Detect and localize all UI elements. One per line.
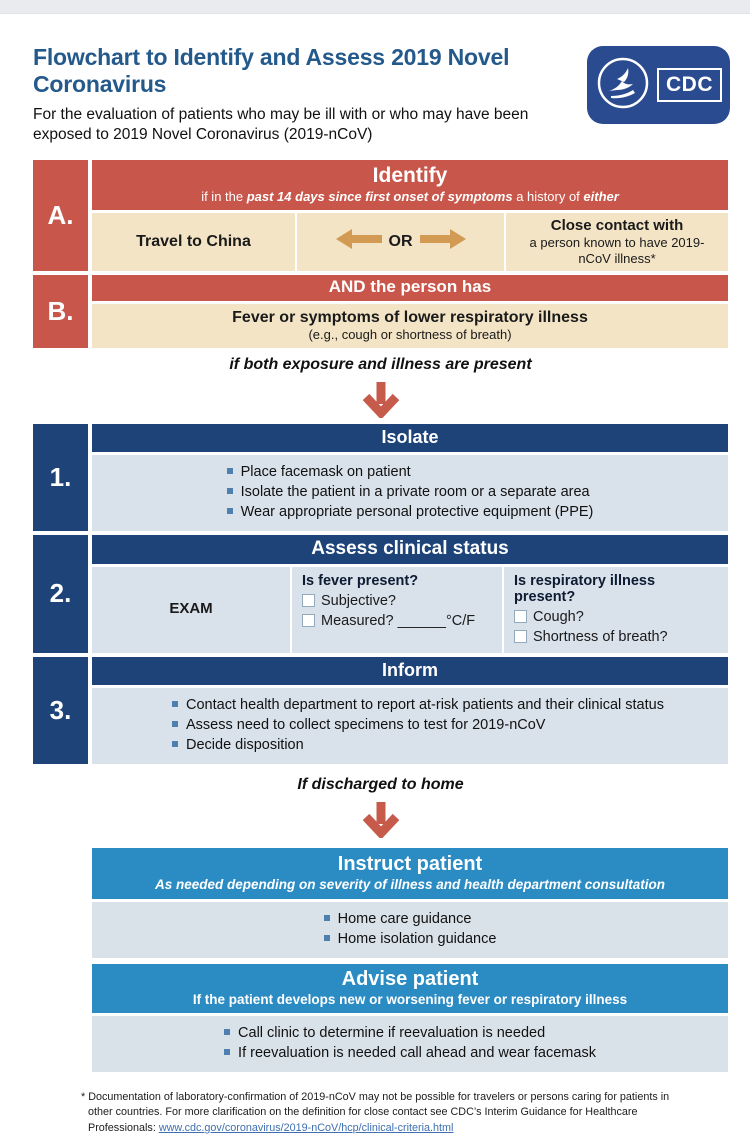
subtitle-bold2: either [583,188,619,204]
right-arrow-icon [420,228,466,255]
section-3 [33,657,728,764]
section-1-title: Isolate [381,426,439,447]
shortness-row [514,629,718,645]
respiratory-column [504,567,728,653]
measured-checkbox[interactable] [302,614,315,627]
footnote-text: * Documentation of laboratory-confirmation of 2019-nCoV may not be possible for travelers or persons caring for patients in other countries. For more clarification on the definition for close contact see CDC’s Interim Guidance for Healthcare Professionals: [81,1090,670,1134]
footnote [81,1090,690,1137]
connector-discharged-text: If discharged to home [297,775,464,793]
section-3-content [92,657,728,764]
list-item: Home isolation guidance [324,929,497,949]
list-item: Home care guidance [324,909,497,929]
connector-discharged [33,776,728,838]
advise-bullet-list [224,1023,596,1063]
instruct-patient-content [92,848,728,958]
cdc-logo-text: CDC [657,68,722,102]
cough-checkbox[interactable] [514,610,527,623]
advise-patient-content [92,964,728,1072]
fever-column [292,567,504,653]
instruct-patient-subtitle: As needed depending on severity of illness and health department consultation [154,876,666,892]
section-b-body [92,304,728,348]
section-3-body [92,688,728,764]
section-b-content [92,275,728,348]
section-a [33,160,728,271]
section-b-title: AND the person has [328,276,492,296]
option-close-contact [506,213,728,271]
list-item: Call clinic to determine if reevaluation is needed [224,1023,596,1043]
instruct-patient-body [92,902,728,958]
advise-patient-section [92,964,728,1072]
section-3-header [92,657,728,688]
fever-item-label: Subjective? [321,592,396,609]
section-2-body [92,567,728,653]
fever-heading: Is fever present? [302,572,419,589]
subtitle-mid: a history of [512,188,584,204]
section-a-subtitle [98,189,722,204]
section-2-content [92,535,728,653]
footnote-link[interactable]: www.cdc.gov/coronavirus/2019-nCoV/hcp/clinical-criteria.html [158,1121,454,1134]
close-contact-rest: a person known to have 2019-nCoV illness* [529,234,705,266]
respiratory-item-label: Shortness of breath? [533,628,668,645]
section-2-header [92,535,728,567]
section-a-title: Identify [372,163,448,187]
section-a-content [92,160,728,271]
cough-row [514,609,718,625]
page-subtitle: For the evaluation of patients who may be ill with or who may have been exposed to 2019 Novel Coronavirus (2019-nCoV) [33,106,529,144]
respiratory-item-label: Cough? [533,608,584,625]
list-item: Decide disposition [172,735,664,755]
hhs-eagle-icon [595,55,651,116]
section-a-label: A. [33,160,88,271]
list-item: If reevaluation is needed call ahead and wear facemask [224,1043,596,1063]
instruct-bullet-list [324,909,497,949]
section-1-header [92,424,728,455]
close-contact-bold: Close contact with [550,216,684,234]
instruct-patient-title: Instruct patient [337,852,483,875]
instruct-patient-section [92,848,728,958]
section-2 [33,535,728,653]
document-header [0,14,750,156]
connector-both-present [33,356,728,418]
down-arrow-icon [359,380,403,418]
page-title: Flowchart to Identify and Assess 2019 Novel Coronavirus [33,44,510,97]
section-3-label: 3. [33,657,88,764]
flowchart [0,160,750,1072]
list-item: Assess need to collect specimens to test for 2019-nCoV [172,715,664,735]
fever-item-label: Measured? ______°C/F [321,612,476,629]
section-1 [33,424,728,531]
list-item: Wear appropriate personal protective equipment (PPE) [227,502,594,522]
section-a-header [92,160,728,213]
subtitle-pre: if in the [201,188,247,204]
list-item: Place facemask on patient [227,462,594,482]
left-arrow-icon [336,228,382,255]
or-label: OR [388,232,413,250]
exam-label: EXAM [92,567,292,653]
instruct-patient-header [92,848,728,902]
section-b-label: B. [33,275,88,348]
shortness-checkbox[interactable] [514,630,527,643]
section-1-label: 1. [33,424,88,531]
list-item: Contact health department to report at-risk patients and their clinical status [172,695,664,715]
advise-patient-header [92,964,728,1016]
section-2-label: 2. [33,535,88,653]
subjective-checkbox[interactable] [302,594,315,607]
section-2-title: Assess clinical status [311,537,509,559]
list-item: Isolate the patient in a private room or a separate area [227,482,594,502]
inform-bullet-list [172,695,664,755]
advise-patient-subtitle: If the patient develops new or worsening fever or respiratory illness [192,991,628,1007]
connector-both-present-text: if both exposure and illness are present [229,355,532,373]
section-b-body-bold: Fever or symptoms of lower respiratory illness [232,309,588,327]
header-text-block [33,44,587,146]
fever-measured-row [302,613,492,629]
down-arrow-icon [359,800,403,838]
isolate-bullet-list [227,462,594,522]
cdc-logo [587,46,730,124]
section-3-title: Inform [382,659,438,680]
respiratory-heading: Is respiratory illness present? [514,572,656,605]
fever-subjective-row [302,593,492,609]
section-b [33,275,728,348]
section-a-options [92,213,728,271]
section-1-body [92,455,728,531]
section-b-body-sub: (e.g., cough or shortness of breath) [308,327,512,343]
subtitle-bold1: past 14 days since first onset of symptoms [246,188,513,204]
option-travel: Travel to China [92,213,297,271]
advise-patient-body [92,1016,728,1072]
section-b-header [92,275,728,304]
section-1-content [92,424,728,531]
option-or [297,213,506,271]
page-top-strip [0,0,750,14]
advise-patient-title: Advise patient [341,967,479,990]
